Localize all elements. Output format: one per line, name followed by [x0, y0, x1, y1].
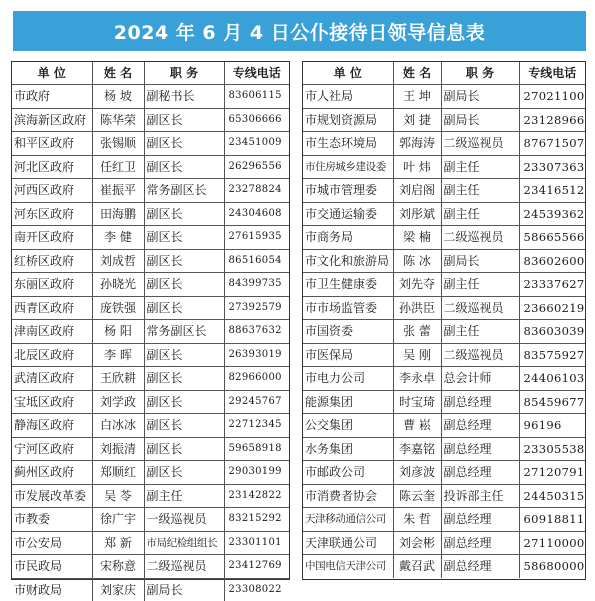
table-row: [303, 85, 585, 109]
name-cell: 曹 崧: [393, 414, 441, 438]
table-row: [303, 320, 585, 344]
phone-cell: 29030199: [224, 461, 289, 485]
name-cell: 刘先夺: [393, 273, 441, 297]
phone-cell: 83602600: [519, 249, 585, 273]
name-cell: 任红卫: [92, 155, 144, 179]
name-cell: 郭海涛: [393, 132, 441, 156]
header-phone: 专线电话: [519, 62, 585, 85]
name-cell: 崔振平: [92, 179, 144, 203]
page-title: 2024 年 6 月 4 日公仆接待日领导信息表: [13, 11, 586, 51]
position-cell: 副局长: [144, 578, 224, 601]
table-row: [12, 484, 289, 508]
phone-cell: 60918811: [519, 508, 585, 532]
position-cell: 副区长: [144, 390, 224, 414]
table-header-row: [303, 62, 585, 85]
name-cell: 王欣耕: [92, 367, 144, 391]
phone-cell: 85459677: [519, 390, 585, 414]
position-cell: 总会计师: [441, 367, 519, 391]
phone-cell: 24406103: [519, 367, 585, 391]
position-cell: 副区长: [144, 273, 224, 297]
name-cell: 时宝琦: [393, 390, 441, 414]
position-cell: 副总经理: [441, 414, 519, 438]
unit-cell: 天津移动通信公司: [303, 508, 393, 532]
table-row: [303, 202, 585, 226]
name-cell: 陈云奎: [393, 484, 441, 508]
name-cell: 庞铁强: [92, 296, 144, 320]
header-name: 姓 名: [92, 62, 144, 85]
unit-cell: 蓟州区政府: [12, 461, 92, 485]
name-cell: 郑顺红: [92, 461, 144, 485]
position-cell: 二级巡视员: [144, 555, 224, 579]
phone-cell: 23128966: [519, 108, 585, 132]
position-cell: 副局长: [441, 85, 519, 109]
table-row: [12, 508, 289, 532]
unit-cell: 水务集团: [303, 437, 393, 461]
phone-cell: 27120791: [519, 461, 585, 485]
phone-cell: 23337627: [519, 273, 585, 297]
phone-cell: 27392579: [224, 296, 289, 320]
phone-cell: 84399735: [224, 273, 289, 297]
table-row: [303, 226, 585, 250]
name-cell: 吴 苓: [92, 484, 144, 508]
unit-cell: 宝坻区政府: [12, 390, 92, 414]
name-cell: 陈 冰: [393, 249, 441, 273]
table-row: [12, 320, 289, 344]
phone-cell: 59658918: [224, 437, 289, 461]
position-cell: 二级巡视员: [441, 296, 519, 320]
phone-cell: 23660219: [519, 296, 585, 320]
name-cell: 刘 捷: [393, 108, 441, 132]
unit-cell: 市邮政公司: [303, 461, 393, 485]
position-cell: 副总经理: [441, 508, 519, 532]
phone-cell: 23451009: [224, 132, 289, 156]
unit-cell: 和平区政府: [12, 132, 92, 156]
unit-cell: 市财政局: [12, 578, 92, 601]
right-table-panel: [302, 61, 586, 580]
phone-cell: 83603039: [519, 320, 585, 344]
name-cell: 刘启阁: [393, 179, 441, 203]
name-cell: 刘成哲: [92, 249, 144, 273]
position-cell: 常务副区长: [144, 179, 224, 203]
header-phone: 专线电话: [224, 62, 289, 85]
unit-cell: 市卫生健康委: [303, 273, 393, 297]
unit-cell: 市医保局: [303, 343, 393, 367]
unit-cell: 市民政局: [12, 555, 92, 579]
position-cell: 副总经理: [441, 437, 519, 461]
position-cell: 副区长: [144, 249, 224, 273]
position-cell: 市局纪检组组长: [144, 531, 224, 555]
name-cell: 吴 刚: [393, 343, 441, 367]
table-row: [303, 296, 585, 320]
position-cell: 副主任: [441, 155, 519, 179]
name-cell: 刘会彬: [393, 531, 441, 555]
name-cell: 刘学政: [92, 390, 144, 414]
table-row: [12, 132, 289, 156]
phone-cell: 23416512: [519, 179, 585, 203]
header-name: 姓 名: [393, 62, 441, 85]
position-cell: 副总经理: [441, 555, 519, 578]
position-cell: 副区长: [144, 414, 224, 438]
unit-cell: 宁河区政府: [12, 437, 92, 461]
unit-cell: 市政府: [12, 85, 92, 109]
unit-cell: 河西区政府: [12, 179, 92, 203]
position-cell: 投诉部主任: [441, 484, 519, 508]
name-cell: 陈华荣: [92, 108, 144, 132]
phone-cell: 58665566: [519, 226, 585, 250]
table-row: [12, 179, 289, 203]
header-position: 职 务: [144, 62, 224, 85]
position-cell: 副区长: [144, 367, 224, 391]
phone-cell: 23307363: [519, 155, 585, 179]
phone-cell: 86516054: [224, 249, 289, 273]
table-row: [12, 343, 289, 367]
phone-cell: 23308022: [224, 578, 289, 601]
left-leader-table: [12, 62, 289, 601]
table-row: [303, 531, 585, 555]
unit-cell: 市教委: [12, 508, 92, 532]
name-cell: 孙洪臣: [393, 296, 441, 320]
table-row: [12, 85, 289, 109]
position-cell: 二级巡视员: [441, 343, 519, 367]
phone-cell: 24450315: [519, 484, 585, 508]
position-cell: 常务副区长: [144, 320, 224, 344]
table-row: [12, 414, 289, 438]
unit-cell: 中国电信天津公司: [303, 555, 393, 578]
phone-cell: 24539362: [519, 202, 585, 226]
table-row: [303, 367, 585, 391]
table-row: [12, 202, 289, 226]
position-cell: 副主任: [441, 202, 519, 226]
unit-cell: 河北区政府: [12, 155, 92, 179]
position-cell: 副区长: [144, 437, 224, 461]
phone-cell: 23278824: [224, 179, 289, 203]
unit-cell: 市规划资源局: [303, 108, 393, 132]
table-row: [12, 555, 289, 579]
phone-cell: 88637632: [224, 320, 289, 344]
phone-cell: 24304608: [224, 202, 289, 226]
unit-cell: 静海区政府: [12, 414, 92, 438]
position-cell: 副主任: [441, 320, 519, 344]
phone-cell: 96196: [519, 414, 585, 438]
position-cell: 副主任: [144, 484, 224, 508]
header-unit: 单 位: [12, 62, 92, 85]
name-cell: 王 坤: [393, 85, 441, 109]
unit-cell: 滨海新区政府: [12, 108, 92, 132]
unit-cell: 市发展改革委: [12, 484, 92, 508]
unit-cell: 市交通运输委: [303, 202, 393, 226]
unit-cell: 天津联通公司: [303, 531, 393, 555]
table-row: [303, 390, 585, 414]
table-row: [12, 226, 289, 250]
table-header-row: [12, 62, 289, 85]
left-table-panel: [11, 61, 290, 597]
unit-cell: 西青区政府: [12, 296, 92, 320]
phone-cell: 65306666: [224, 108, 289, 132]
table-row: [303, 555, 585, 578]
position-cell: 副局长: [441, 249, 519, 273]
name-cell: 宋称意: [92, 555, 144, 579]
table-row: [303, 343, 585, 367]
phone-cell: 58680000: [519, 555, 585, 578]
header-unit: 单 位: [303, 62, 393, 85]
position-cell: 副主任: [441, 179, 519, 203]
name-cell: 朱 哲: [393, 508, 441, 532]
table-row: [12, 249, 289, 273]
unit-cell: 津南区政府: [12, 320, 92, 344]
table-row: [12, 390, 289, 414]
phone-cell: 83606115: [224, 85, 289, 109]
position-cell: 副区长: [144, 108, 224, 132]
table-row: [303, 132, 585, 156]
table-row: [12, 531, 289, 555]
phone-cell: 26296556: [224, 155, 289, 179]
position-cell: 副区长: [144, 132, 224, 156]
table-row: [12, 437, 289, 461]
name-cell: 李 健: [92, 226, 144, 250]
unit-cell: 市市场监管委: [303, 296, 393, 320]
unit-cell: 市文化和旅游局: [303, 249, 393, 273]
position-cell: 副区长: [144, 202, 224, 226]
phone-cell: 23142822: [224, 484, 289, 508]
position-cell: 副总经理: [441, 390, 519, 414]
name-cell: 刘彦波: [393, 461, 441, 485]
unit-cell: 市商务局: [303, 226, 393, 250]
phone-cell: 29245767: [224, 390, 289, 414]
table-row: [12, 461, 289, 485]
name-cell: 郑 新: [92, 531, 144, 555]
unit-cell: 北辰区政府: [12, 343, 92, 367]
position-cell: 副秘书长: [144, 85, 224, 109]
name-cell: 李嘉铭: [393, 437, 441, 461]
phone-cell: 23301101: [224, 531, 289, 555]
name-cell: 戴召武: [393, 555, 441, 578]
unit-cell: 东丽区政府: [12, 273, 92, 297]
table-row: [303, 461, 585, 485]
position-cell: 副局长: [441, 108, 519, 132]
position-cell: 一级巡视员: [144, 508, 224, 532]
name-cell: 李永卓: [393, 367, 441, 391]
position-cell: 副区长: [144, 461, 224, 485]
position-cell: 二级巡视员: [441, 226, 519, 250]
table-row: [12, 273, 289, 297]
name-cell: 张 蕾: [393, 320, 441, 344]
table-row: [303, 437, 585, 461]
table-row: [12, 155, 289, 179]
unit-cell: 市消费者协会: [303, 484, 393, 508]
name-cell: 刘家庆: [92, 578, 144, 601]
name-cell: 梁 楠: [393, 226, 441, 250]
name-cell: 田海鹏: [92, 202, 144, 226]
table-row: [303, 414, 585, 438]
table-row: [303, 179, 585, 203]
position-cell: 副区长: [144, 343, 224, 367]
table-row: [12, 578, 289, 601]
unit-cell: 市城市管理委: [303, 179, 393, 203]
unit-cell: 市电力公司: [303, 367, 393, 391]
name-cell: 张锡顺: [92, 132, 144, 156]
table-row: [303, 273, 585, 297]
phone-cell: 87671507: [519, 132, 585, 156]
name-cell: 李 晖: [92, 343, 144, 367]
phone-cell: 22712345: [224, 414, 289, 438]
position-cell: 副区长: [144, 226, 224, 250]
table-row: [12, 296, 289, 320]
phone-cell: 26393019: [224, 343, 289, 367]
table-row: [12, 108, 289, 132]
table-row: [303, 155, 585, 179]
right-leader-table: [303, 62, 585, 578]
phone-cell: 83215292: [224, 508, 289, 532]
unit-cell: 河东区政府: [12, 202, 92, 226]
unit-cell: 市公安局: [12, 531, 92, 555]
unit-cell: 南开区政府: [12, 226, 92, 250]
phone-cell: 27615935: [224, 226, 289, 250]
unit-cell: 能源集团: [303, 390, 393, 414]
position-cell: 副区长: [144, 155, 224, 179]
phone-cell: 27110000: [519, 531, 585, 555]
phone-cell: 27021100: [519, 85, 585, 109]
header-position: 职 务: [441, 62, 519, 85]
position-cell: 副总经理: [441, 531, 519, 555]
unit-cell: 公交集团: [303, 414, 393, 438]
position-cell: 副主任: [441, 273, 519, 297]
position-cell: 二级巡视员: [441, 132, 519, 156]
name-cell: 刘振清: [92, 437, 144, 461]
unit-cell: 红桥区政府: [12, 249, 92, 273]
table-row: [303, 108, 585, 132]
unit-cell: 市住房城乡建设委: [303, 155, 393, 179]
unit-cell: 市人社局: [303, 85, 393, 109]
phone-cell: 82966000: [224, 367, 289, 391]
table-row: [303, 249, 585, 273]
table-row: [303, 508, 585, 532]
phone-cell: 83575927: [519, 343, 585, 367]
position-cell: 副区长: [144, 296, 224, 320]
name-cell: 叶 炜: [393, 155, 441, 179]
position-cell: 副总经理: [441, 461, 519, 485]
name-cell: 徐广宇: [92, 508, 144, 532]
name-cell: 刘彤斌: [393, 202, 441, 226]
unit-cell: 武清区政府: [12, 367, 92, 391]
name-cell: 杨 坡: [92, 85, 144, 109]
table-row: [303, 484, 585, 508]
name-cell: 白冰冰: [92, 414, 144, 438]
unit-cell: 市生态环境局: [303, 132, 393, 156]
unit-cell: 市国资委: [303, 320, 393, 344]
name-cell: 孙晓光: [92, 273, 144, 297]
name-cell: 杨 阳: [92, 320, 144, 344]
phone-cell: 23412769: [224, 555, 289, 579]
phone-cell: 23305538: [519, 437, 585, 461]
table-row: [12, 367, 289, 391]
